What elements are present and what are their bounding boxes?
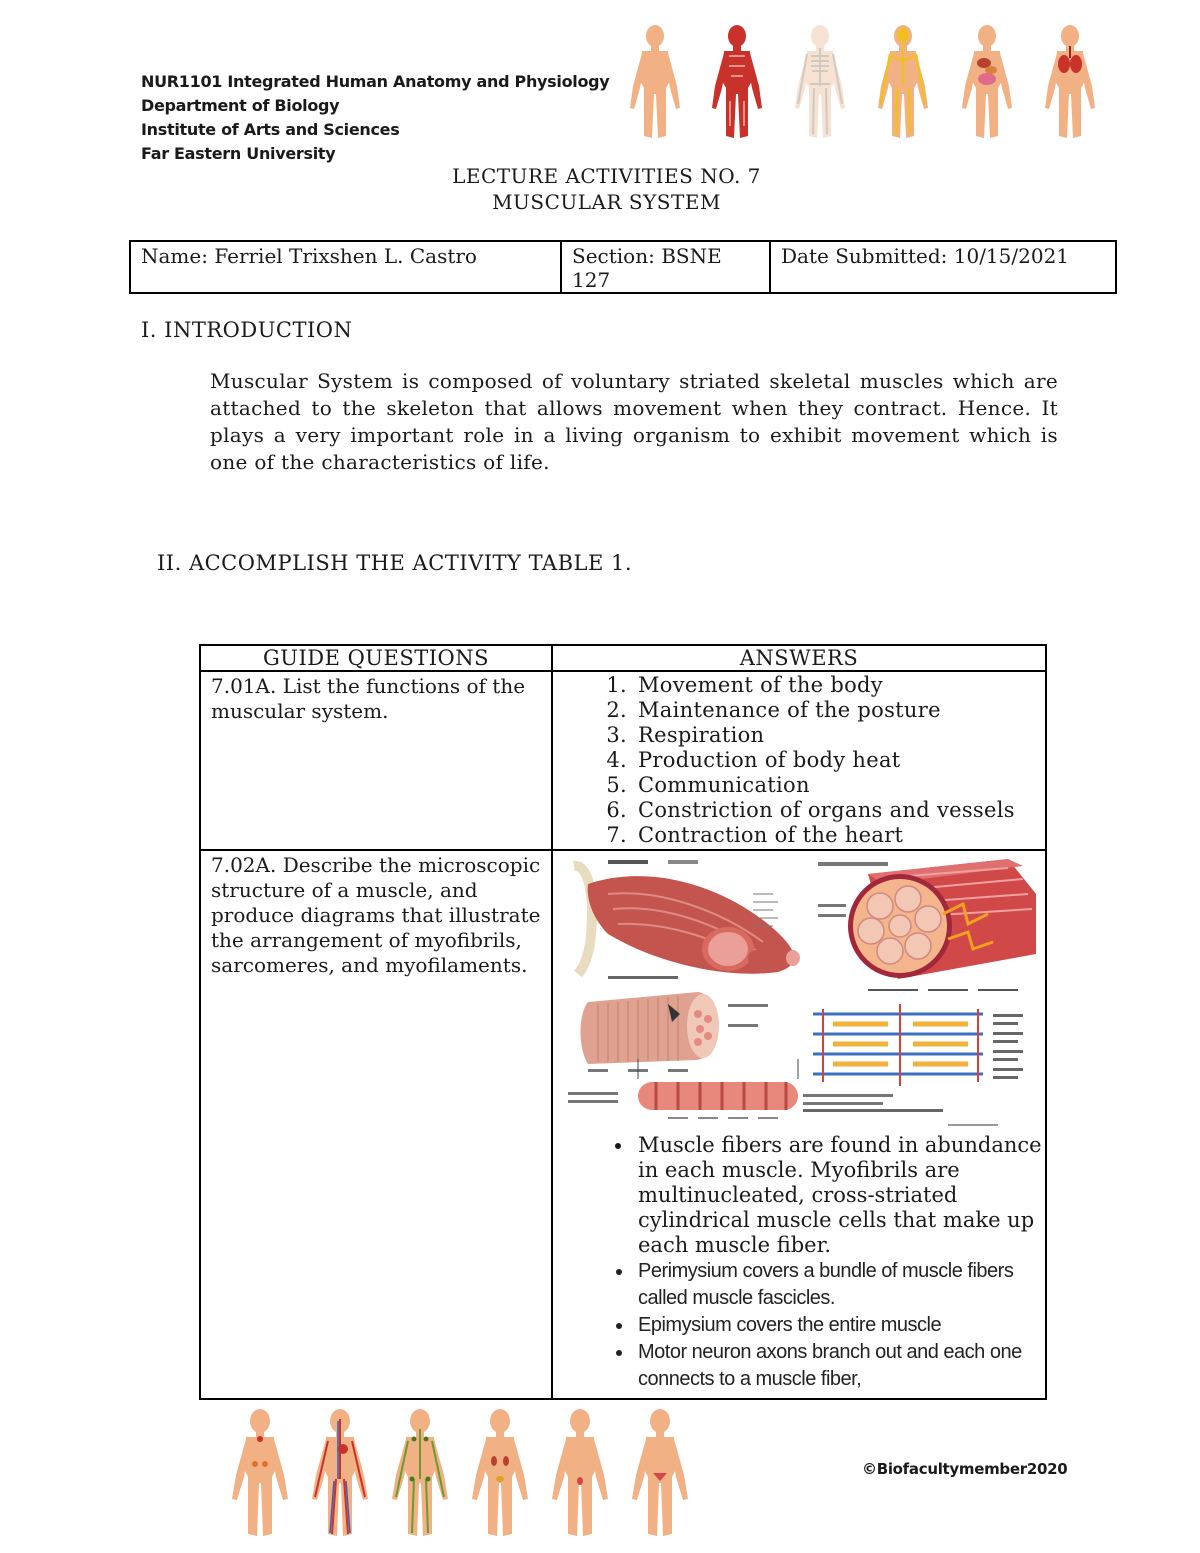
figure-lymphatic bbox=[392, 1409, 448, 1536]
date-submitted: Date Submitted: 10/15/2021 bbox=[770, 241, 1116, 293]
figure-digestive bbox=[962, 25, 1012, 138]
student-info-table bbox=[129, 240, 1117, 294]
introduction-heading: I. INTRODUCTION bbox=[141, 318, 353, 342]
microscopic-structure-notes bbox=[554, 1133, 1044, 1393]
activity-table bbox=[199, 644, 1047, 1400]
copyright-notice: ©Biofacultymember2020 bbox=[862, 1460, 1068, 1478]
diagram-sarcomere bbox=[803, 989, 1023, 1126]
list-item: 2. Maintenance of the posture bbox=[634, 698, 1044, 723]
student-name: Name: Ferriel Trixshen L. Castro bbox=[130, 241, 561, 293]
list-item: • Motor neuron axons branch out and each one connects to a muscle fiber, bbox=[634, 1339, 1044, 1393]
question-7-01a: 7.01A. List the functions of the muscular system. bbox=[200, 671, 552, 850]
figure-cardiovascular bbox=[312, 1409, 368, 1536]
department-name: Department of Biology bbox=[141, 96, 340, 115]
figure-muscular bbox=[712, 25, 762, 138]
diagram-whole-muscle bbox=[574, 860, 800, 979]
question-7-02a: 7.02A. Describe the microscopic structure of a muscle, and produce diagrams that illustrate the arrangement of myofibrils, sarcomeres, and myofilaments. bbox=[200, 850, 552, 1399]
list-item: 5. Communication bbox=[634, 773, 1044, 798]
body-systems-illustration-bottom bbox=[220, 1405, 720, 1540]
table-header-row bbox=[200, 645, 1046, 671]
figure-respiratory bbox=[1045, 25, 1095, 138]
answer-7-01a bbox=[552, 671, 1046, 850]
list-item: • Epimysium covers the entire muscle bbox=[634, 1312, 1044, 1339]
list-item: 6. Constriction of organs and vessels bbox=[634, 798, 1044, 823]
figure-urinary bbox=[472, 1409, 528, 1536]
body-systems-illustration-top bbox=[615, 22, 1120, 142]
page-title: LECTURE ACTIVITIES NO. 7 bbox=[452, 164, 761, 188]
institute-name: Institute of Arts and Sciences bbox=[141, 120, 400, 139]
university-name: Far Eastern University bbox=[141, 144, 336, 163]
activity-heading: II. ACCOMPLISH THE ACTIVITY TABLE 1. bbox=[157, 551, 633, 575]
figure-skin bbox=[630, 25, 680, 138]
diagram-fascicle-cross-section bbox=[818, 859, 1036, 979]
muscle-structure-diagram bbox=[568, 854, 1040, 1129]
list-item: • Perimysium covers a bundle of muscle fibers called muscle fascicles. bbox=[634, 1258, 1044, 1312]
list-item: 4. Production of body heat bbox=[634, 748, 1044, 773]
page-subtitle: MUSCULAR SYSTEM bbox=[492, 190, 721, 214]
table-row bbox=[200, 671, 1046, 850]
list-item: • Muscle fibers are found in abundance in each muscle. Myofibrils are multinucleated, cross-striated cylindrical muscle cells that make up each muscle fiber. bbox=[634, 1133, 1044, 1258]
list-item: 3. Respiration bbox=[634, 723, 1044, 748]
figure-skeletal bbox=[795, 25, 845, 138]
list-item: 7. Contraction of the heart bbox=[634, 823, 1044, 848]
table-row bbox=[200, 850, 1046, 1399]
figure-reproductive-male bbox=[552, 1409, 608, 1536]
course-name: NUR1101 Integrated Human Anatomy and Physiology bbox=[141, 72, 610, 91]
column-answers: ANSWERS bbox=[552, 645, 1046, 671]
introduction-body: Muscular System is composed of voluntary striated skeletal muscles which are attached to the skeleton that allows movement when they contract. Hence. It plays a very important role in a living organism to exhibit movement which is one of the characteristics of life. bbox=[210, 369, 1058, 474]
diagram-muscle-fiber bbox=[581, 992, 769, 1072]
column-guide-questions: GUIDE QUESTIONS bbox=[200, 645, 552, 671]
student-section: Section: BSNE 127 bbox=[561, 241, 770, 293]
functions-list bbox=[554, 673, 1044, 848]
figure-endocrine bbox=[232, 1409, 288, 1536]
list-item: 1. Movement of the body bbox=[634, 673, 1044, 698]
answer-7-02a bbox=[552, 850, 1046, 1399]
institution-header bbox=[141, 70, 609, 166]
figure-reproductive-female bbox=[632, 1409, 688, 1536]
figure-nervous bbox=[878, 25, 928, 138]
